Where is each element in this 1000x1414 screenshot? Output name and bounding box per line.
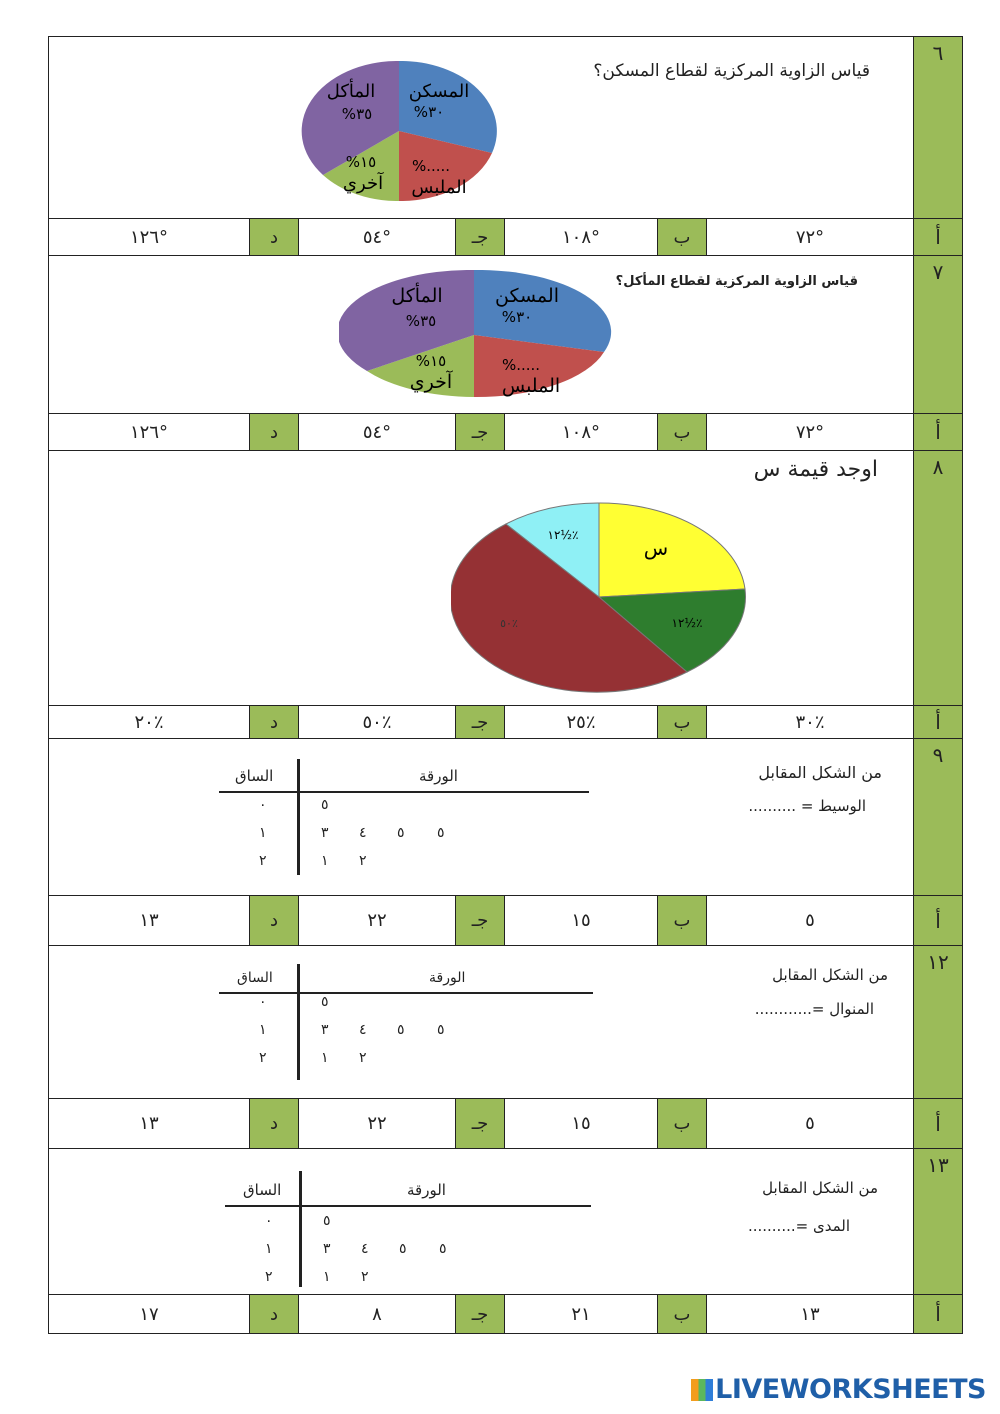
slice-value-housing: %٣٠	[413, 103, 445, 121]
leaf-value: ١	[321, 853, 329, 869]
leaf-value: ٥	[399, 1241, 407, 1257]
option-d[interactable]: ١٢٦°	[129, 226, 168, 248]
option-a[interactable]: ٧٢°	[795, 226, 825, 248]
option-d[interactable]: ١٣	[139, 910, 159, 931]
leaf-value: ٥	[437, 825, 445, 841]
option-b[interactable]: ١٠٨°	[561, 226, 600, 248]
question-text: اوجد قيمة س	[753, 457, 878, 482]
pie-chart	[301, 61, 501, 201]
option-c-label: جـ	[455, 219, 505, 255]
stem-value: ٢	[259, 1050, 267, 1066]
option-b[interactable]: ٢٥٪	[566, 711, 596, 733]
question-text: من الشكل المقابل	[762, 1179, 878, 1197]
leaf-header: الورقة	[429, 970, 466, 986]
options-row-12	[49, 1099, 962, 1149]
stem-divider	[299, 1171, 302, 1287]
option-d[interactable]: ٢٠٪	[134, 711, 164, 733]
leaf-value: ٥	[397, 825, 405, 841]
slice-label-clothes: الملبس	[411, 177, 467, 198]
option-b-label: ب	[657, 414, 707, 450]
stem-leaf-plot	[225, 1171, 591, 1287]
option-b[interactable]: ١٥	[571, 1113, 591, 1134]
option-c-label: جـ	[455, 1295, 505, 1333]
stem-value: ٠	[259, 797, 267, 813]
stem-value: ٠	[265, 1213, 273, 1229]
option-a[interactable]: ٥	[805, 910, 815, 931]
option-c[interactable]: ٥٠٪	[362, 711, 392, 733]
question-text: قياس الزاوية المركزية لقطاع المسكن؟	[593, 61, 870, 81]
option-c-label: جـ	[455, 414, 505, 450]
slice-value-food: %٣٥	[341, 105, 373, 123]
question-row-6	[49, 37, 962, 219]
pie-chart	[339, 270, 619, 400]
question-text: من الشكل المقابل	[772, 966, 888, 984]
option-a[interactable]: ١٣	[800, 1303, 820, 1325]
leaf-header: الورقة	[407, 1181, 446, 1199]
slice-label-clothes: الملبس	[501, 375, 561, 397]
stem-value: ١	[265, 1241, 273, 1257]
question-row-13	[49, 1149, 962, 1295]
pie-slice-x	[599, 503, 745, 597]
stem-value: ٠	[259, 994, 267, 1010]
option-b[interactable]: ١٥	[571, 910, 591, 931]
leaf-header: الورقة	[419, 767, 458, 785]
options-row-6	[49, 219, 962, 256]
slice-label-food: المأكل	[391, 285, 443, 307]
stem-value: ٢	[259, 853, 267, 869]
option-d[interactable]: ١٧	[139, 1303, 159, 1325]
option-a-label: أ	[913, 219, 962, 255]
question-number: ١٣	[913, 1149, 962, 1294]
question-subtext: الوسيط = ..........	[748, 797, 866, 815]
leaf-value: ٣	[321, 825, 329, 841]
question-text: من الشكل المقابل	[758, 763, 882, 782]
pie-chart	[451, 501, 751, 696]
options-row-13	[49, 1295, 962, 1333]
option-a-label: أ	[913, 1295, 962, 1333]
question-row-9	[49, 739, 962, 896]
leaf-value: ٢	[359, 853, 367, 869]
slice-label-x: س	[643, 536, 669, 560]
slice-value-cyan: ١٢½٪	[547, 528, 579, 542]
option-a-label: أ	[913, 1099, 962, 1148]
leaf-value: ٥	[321, 797, 329, 813]
option-d-label: د	[249, 219, 299, 255]
slice-value-clothes: %.....	[501, 356, 541, 374]
leaf-value: ٥	[439, 1241, 447, 1257]
option-b-label: ب	[657, 1099, 707, 1148]
options-row-7	[49, 414, 962, 451]
option-d-label: د	[249, 414, 299, 450]
option-c-label: جـ	[455, 896, 505, 945]
leaf-value: ٥	[323, 1213, 331, 1229]
slice-label-housing: المسكن	[408, 81, 470, 102]
leaf-value: ١	[323, 1269, 331, 1285]
leaf-value: ٣	[323, 1241, 331, 1257]
question-subtext: المنوال =............	[754, 1000, 874, 1018]
leaf-value: ٤	[359, 1022, 367, 1038]
slice-value-other: %١٥	[345, 153, 377, 171]
option-d-label: د	[249, 706, 299, 738]
question-row-8	[49, 451, 962, 706]
slice-label-other: آخري	[342, 173, 384, 194]
stem-value: ١	[259, 1022, 267, 1038]
leaf-value: ٢	[359, 1050, 367, 1066]
stem-divider	[297, 964, 300, 1080]
option-a[interactable]: ٧٢°	[795, 421, 825, 443]
stem-value: ١	[259, 825, 267, 841]
option-b[interactable]: ١٠٨°	[561, 421, 600, 443]
option-b-label: ب	[657, 1295, 707, 1333]
option-b-label: ب	[657, 706, 707, 738]
option-b-label: ب	[657, 219, 707, 255]
slice-value-clothes: %.....	[411, 157, 451, 175]
stem-header: الساق	[235, 767, 274, 785]
leaf-value: ٥	[437, 1022, 445, 1038]
worksheet	[48, 36, 963, 1334]
option-b[interactable]: ٢١	[571, 1303, 591, 1325]
slice-value-green: ١٢½٪	[671, 616, 703, 630]
stem-value: ٢	[265, 1269, 273, 1285]
slice-value-housing: %٣٠	[501, 308, 533, 326]
question-number: ٦	[913, 37, 962, 218]
option-c[interactable]: ٥٤°	[362, 421, 392, 443]
stem-leaf-plot	[219, 964, 593, 1084]
option-a-label: أ	[913, 706, 962, 738]
option-d[interactable]: ١٣	[139, 1113, 159, 1134]
leaf-value: ٥	[321, 994, 329, 1010]
leaf-value: ٤	[359, 825, 367, 841]
option-a[interactable]: ٥	[805, 1113, 815, 1134]
header-divider	[219, 992, 593, 994]
logo-icon	[691, 1379, 713, 1401]
option-c[interactable]: ٢٢	[367, 1113, 387, 1134]
slice-label-housing: المسكن	[495, 285, 559, 307]
option-d-label: د	[249, 1099, 299, 1148]
question-number: ٧	[913, 256, 962, 413]
stem-divider	[297, 759, 300, 875]
header-divider	[219, 791, 589, 793]
question-row-7	[49, 256, 962, 414]
option-c-label: جـ	[455, 706, 505, 738]
stem-leaf-plot	[219, 759, 589, 879]
options-row-9	[49, 896, 962, 946]
question-row-12	[49, 946, 962, 1099]
leaf-value: ٣	[321, 1022, 329, 1038]
option-d-label: د	[249, 896, 299, 945]
option-a-label: أ	[913, 896, 962, 945]
option-a-label: أ	[913, 414, 962, 450]
stem-header: الساق	[237, 970, 273, 986]
slice-label-food: المأكل	[326, 81, 376, 102]
question-number: ٩	[913, 739, 962, 895]
slice-value-other: %١٥	[415, 352, 447, 370]
slice-value-red: ٥٠٪	[500, 617, 518, 630]
slice-label-other: آخري	[409, 371, 453, 393]
question-text: قياس الزاوية المركزية لقطاع المأكل؟	[615, 274, 858, 289]
logo-text: LIVEWORKSHEETS	[715, 1374, 986, 1405]
options-row-8	[49, 706, 962, 739]
option-d[interactable]: ١٢٦°	[129, 421, 168, 443]
header-divider	[225, 1205, 591, 1207]
leaf-value: ١	[321, 1050, 329, 1066]
question-subtext: المدى =..........	[747, 1217, 850, 1235]
option-a[interactable]: ٣٠٪	[795, 711, 825, 733]
question-number: ٨	[913, 451, 962, 705]
slice-value-food: %٣٥	[405, 312, 437, 330]
option-c-label: جـ	[455, 1099, 505, 1148]
option-c[interactable]: ٨	[372, 1303, 382, 1325]
leaf-value: ٤	[361, 1241, 369, 1257]
leaf-value: ٥	[397, 1022, 405, 1038]
option-b-label: ب	[657, 896, 707, 945]
liveworksheets-logo	[691, 1374, 986, 1405]
question-number: ١٢	[913, 946, 962, 1098]
leaf-value: ٢	[361, 1269, 369, 1285]
option-c[interactable]: ٢٢	[367, 910, 387, 931]
option-d-label: د	[249, 1295, 299, 1333]
stem-header: الساق	[243, 1181, 282, 1199]
option-c[interactable]: ٥٤°	[362, 226, 392, 248]
